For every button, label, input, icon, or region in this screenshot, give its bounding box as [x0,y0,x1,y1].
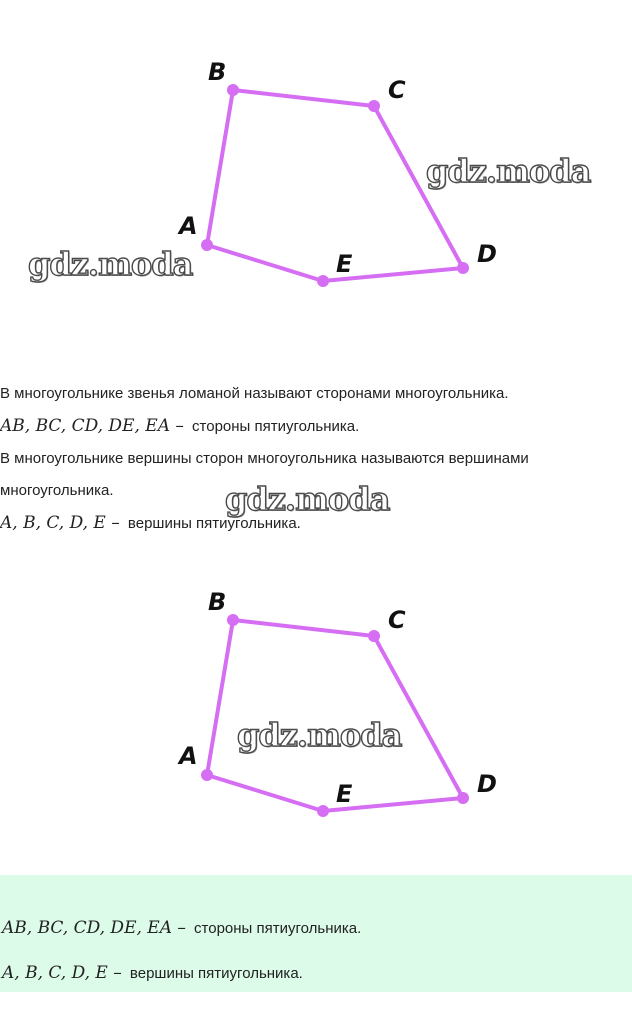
vertex-e-label: E [336,250,353,278]
vertex-a-dot [201,769,213,781]
vertex-e-dot [317,275,329,287]
watermark: gdz.moda [426,152,591,190]
vertex-c-label: C [388,76,406,104]
vertex-b-label: B [208,588,227,616]
pentagon-diagram [0,530,632,830]
pentagon-figure-bottom [0,530,632,830]
vertices-math: A, B, C, D, E – [0,513,120,533]
sides-text: стороны пятиугольника. [192,418,360,435]
vertex-b-dot [227,614,239,626]
vertex-a-label: A [179,212,198,240]
vertex-a-label: A [179,742,198,770]
explanation-line: В многоугольнике вершины сторон многоугольника называются вершинами [0,450,529,467]
explanation-line: многоугольника. [0,482,114,499]
vertices-text: вершины пятиугольника. [127,515,301,532]
watermark: gdz.moda [28,245,193,283]
sides-math: AB, BC, CD, DE, EA – [0,416,184,436]
vertex-c-dot [368,100,380,112]
answer-vertices-line [2,963,303,983]
explanation-line: В многоугольнике звенья ломаной называют сторонами многоугольника. [0,385,509,402]
vertex-b-label: B [208,58,227,86]
answer-vertices-text: вершины пятиугольника. [129,965,303,982]
vertex-d-dot [457,792,469,804]
vertex-d-label: D [477,240,497,268]
pentagon-outline [207,90,463,281]
vertex-c-label: C [388,606,406,634]
vertex-c-dot [368,630,380,642]
sides-line [0,410,632,443]
answer-sides-line [2,918,361,938]
answer-sides-math: AB, BC, CD, DE, EA – [2,918,186,938]
watermark: gdz.moda [237,716,402,754]
vertex-d-label: D [477,770,497,798]
answer-vertices-math: A, B, C, D, E – [2,963,122,983]
answer-box [0,875,632,992]
vertex-a-dot [201,239,213,251]
vertex-e-dot [317,805,329,817]
answer-sides-text: стороны пятиугольника. [194,920,362,937]
vertex-d-dot [457,262,469,274]
vertex-b-dot [227,84,239,96]
watermark: gdz.moda [225,480,390,518]
vertex-e-label: E [336,780,353,808]
